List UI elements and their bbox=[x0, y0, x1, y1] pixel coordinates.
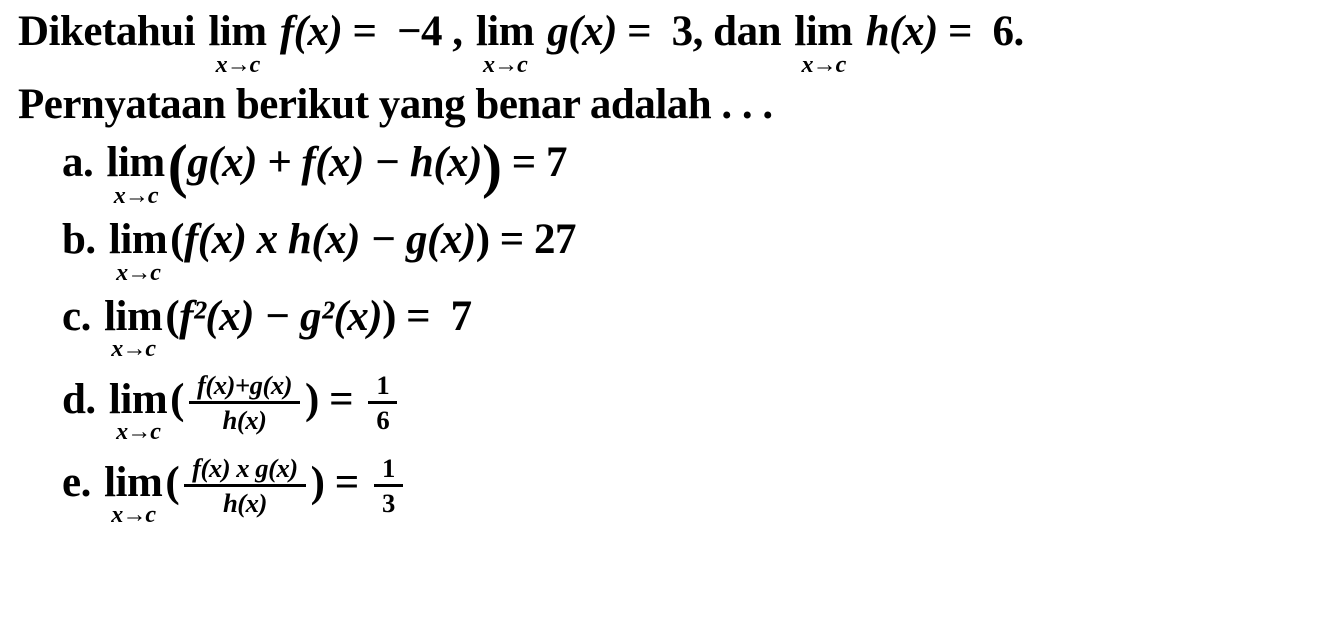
text-run: ) = bbox=[310, 458, 369, 506]
text-run: = 7 bbox=[501, 138, 568, 186]
limit-operator bbox=[108, 375, 168, 446]
fraction bbox=[374, 452, 403, 519]
fraction-denominator: 6 bbox=[376, 405, 390, 436]
math-expression: f(x) x h(x) − g(x) bbox=[183, 215, 476, 263]
fraction bbox=[189, 369, 300, 436]
limit-operator bbox=[104, 292, 163, 363]
lim-subscript: x→c bbox=[111, 502, 156, 529]
option-row bbox=[18, 452, 1314, 529]
paren: ) bbox=[481, 133, 502, 200]
text-run: ( bbox=[165, 458, 180, 506]
option-label: e. bbox=[62, 458, 102, 506]
fraction-denominator: 3 bbox=[382, 488, 395, 519]
text-run: ) = 27 bbox=[475, 215, 577, 263]
text-run: = 6. bbox=[937, 8, 1024, 55]
paren: ( bbox=[167, 133, 188, 200]
option-row bbox=[18, 369, 1314, 446]
limit-operator bbox=[104, 458, 163, 529]
limit-operator bbox=[108, 215, 168, 286]
options-list bbox=[18, 133, 1314, 529]
text-run: ) = 7 bbox=[382, 292, 472, 340]
given-limits-line bbox=[18, 10, 1314, 77]
option-label: d. bbox=[62, 375, 106, 423]
question-line: Pernyataan berikut yang benar adalah . . . bbox=[18, 80, 773, 128]
fraction-numerator: 1 bbox=[368, 372, 397, 405]
lim-word: lim bbox=[106, 138, 165, 186]
limit-operator bbox=[208, 8, 267, 78]
lim-subscript: x→c bbox=[113, 182, 158, 209]
limit-operator bbox=[106, 138, 165, 209]
lim-subscript: x→c bbox=[116, 259, 160, 286]
limit-operator bbox=[475, 8, 535, 78]
option-label: c. bbox=[62, 292, 102, 340]
math-expression: g(x) bbox=[537, 8, 617, 55]
lim-subscript: x→c bbox=[111, 336, 156, 363]
text-run: = −4 , bbox=[342, 8, 473, 55]
lim-subscript: x→c bbox=[215, 51, 260, 78]
option-row bbox=[18, 215, 1314, 286]
math-expression: h(x) bbox=[855, 8, 938, 55]
lim-subscript: x→c bbox=[801, 51, 846, 78]
fraction-numerator: 1 bbox=[374, 455, 403, 488]
option-row bbox=[18, 292, 1314, 363]
text-run: Diketahui bbox=[18, 8, 206, 55]
text-run: = 3, dan bbox=[616, 8, 792, 55]
option-label: b. bbox=[62, 215, 106, 263]
option-label: a. bbox=[62, 138, 104, 186]
lim-word: lim bbox=[794, 8, 853, 55]
lim-word: lim bbox=[104, 458, 163, 506]
lim-subscript: x→c bbox=[116, 419, 160, 446]
lim-word: lim bbox=[475, 8, 535, 55]
text-run: ( bbox=[170, 375, 184, 423]
text-run: ) = bbox=[305, 375, 364, 423]
lim-subscript: x→c bbox=[483, 51, 527, 78]
fraction-numerator: f(x)+g(x) bbox=[189, 372, 300, 405]
fraction-numerator: f(x) x g(x) bbox=[184, 455, 306, 488]
fraction bbox=[368, 369, 397, 436]
text-run: ( bbox=[170, 215, 184, 263]
text-run: ( bbox=[165, 292, 180, 340]
fraction-denominator: h(x) bbox=[222, 405, 267, 436]
limit-operator bbox=[794, 8, 853, 78]
math-expression: f²(x) − g²(x) bbox=[179, 292, 383, 340]
lim-word: lim bbox=[208, 8, 267, 55]
math-expression: f(x) bbox=[269, 8, 343, 55]
lim-word: lim bbox=[104, 292, 163, 340]
option-row bbox=[18, 133, 1314, 209]
fraction bbox=[184, 452, 306, 519]
math-expression: g(x) + f(x) − h(x) bbox=[187, 138, 482, 186]
fraction-denominator: h(x) bbox=[222, 488, 267, 519]
lim-word: lim bbox=[108, 215, 168, 263]
lim-word: lim bbox=[108, 375, 168, 423]
